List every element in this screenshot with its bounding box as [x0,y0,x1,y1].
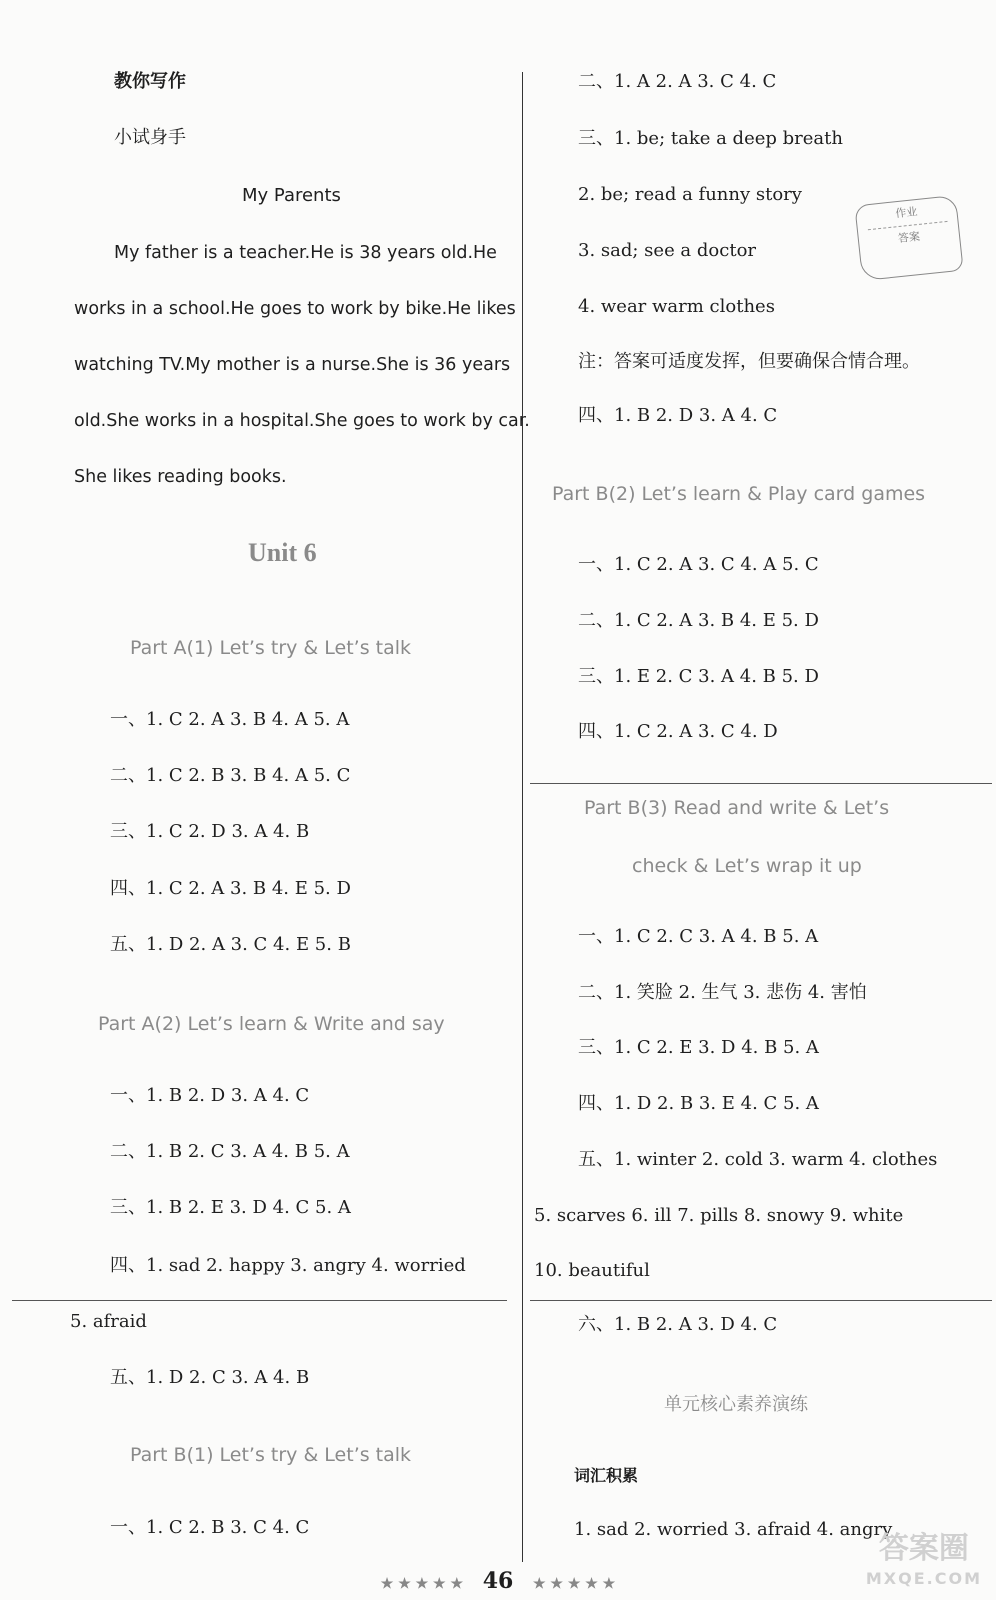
answer-row: 一、1. C 2. A 3. B 4. A 5. A [110,709,350,730]
answer-row: 10. beautiful [534,1260,650,1281]
practice-label: 小试身手 [114,127,186,148]
answer-row: 1. sad 2. worried 3. afraid 4. angry [574,1519,893,1540]
homework-stamp [854,195,963,281]
watermark-text: 答案圈 [878,1531,969,1566]
answer-row: 四、1. B 2. D 3. A 4. C [578,405,778,426]
section-heading-part-b2: Part B(2) Let’s learn & Play card games [552,483,926,505]
section-heading-part-a2: Part A(2) Let’s learn & Write and say [98,1013,445,1035]
answer-row: 二、1. A 2. A 3. C 4. C [578,71,777,92]
section-heading-part-b1: Part B(1) Let’s try & Let’s talk [130,1444,412,1466]
answer-row: 五、1. D 2. C 3. A 4. B [110,1367,310,1388]
essay-line: She likes reading books. [74,467,287,487]
answer-row: 3. sad; see a doctor [578,240,757,261]
star-decoration: ★ ★ ★ ★ ★ [532,1576,616,1592]
answer-row: 三、1. be; take a deep breath [578,128,843,149]
answer-row: 一、1. C 2. A 3. C 4. A 5. C [578,554,819,575]
stamp-line: 作业 [894,205,918,221]
answer-row: 三、1. E 2. C 3. A 4. B 5. D [578,666,819,687]
answer-note: 注：答案可适度发挥，但要确保合情合理。 [578,351,920,372]
answer-row: 六、1. B 2. A 3. D 4. C [578,1314,778,1335]
watermark-logo [865,1531,982,1594]
section-heading-core: 单元核心素养演练 [664,1394,808,1415]
answer-row: 四、1. C 2. A 3. C 4. D [578,721,778,742]
essay-line: watching TV.My mother is a nurse.She is 36 years [74,355,511,375]
answer-row: 四、1. C 2. A 3. B 4. E 5. D [110,878,351,899]
watermark-url: MXQE.COM [865,1569,982,1588]
answer-row: 5. afraid [70,1311,147,1332]
essay-title: My Parents [242,185,341,206]
answer-row: 三、1. B 2. E 3. D 4. C 5. A [110,1197,351,1218]
star-decoration: ★ ★ ★ ★ ★ [380,1576,464,1592]
answer-row: 五、1. winter 2. cold 3. warm 4. clothes [578,1149,938,1170]
unit-title: Unit 6 [248,538,317,567]
essay-line: My father is a teacher.He is 38 years old.He [114,243,497,263]
answer-row: 2. be; read a funny story [578,184,802,205]
answer-row: 五、1. D 2. A 3. C 4. E 5. B [110,934,351,955]
answer-row: 四、1. sad 2. happy 3. angry 4. worried [110,1255,466,1276]
page-footer [0,1568,996,1594]
answer-row: 三、1. C 2. D 3. A 4. B [110,821,310,842]
answer-row: 四、1. D 2. B 3. E 4. C 5. A [578,1093,819,1114]
column-divider [522,72,523,1562]
answer-row: 二、1. B 2. C 3. A 4. B 5. A [110,1141,350,1162]
page-number: 46 [482,1568,514,1594]
right-row-divider-2 [530,1300,992,1301]
vocab-label: 词汇积累 [574,1466,639,1485]
answer-row: 二、1. C 2. A 3. B 4. E 5. D [578,610,819,631]
answer-row: 二、1. 笑脸 2. 生气 3. 悲伤 4. 害怕 [578,982,867,1003]
answer-row: 5. scarves 6. ill 7. pills 8. snowy 9. white [534,1205,904,1226]
right-row-divider [530,783,992,784]
section-heading-part-a1: Part A(1) Let’s try & Let’s talk [130,637,412,659]
answer-row: 一、1. C 2. B 3. C 4. C [110,1517,310,1538]
essay-line: works in a school.He goes to work by bike.He likes [74,299,516,319]
answer-row: 一、1. C 2. C 3. A 4. B 5. A [578,926,819,947]
section-heading-part-b3: Part B(3) Read and write & Let’s [584,797,890,819]
stamp-line: 答案 [897,229,921,246]
section-heading-part-b3-cont: check & Let’s wrap it up [632,855,862,877]
answer-row: 4. wear warm clothes [578,296,775,317]
left-row-divider [12,1300,507,1301]
answer-row: 二、1. C 2. B 3. B 4. A 5. C [110,765,351,786]
answer-row: 三、1. C 2. E 3. D 4. B 5. A [578,1037,819,1058]
answer-row: 一、1. B 2. D 3. A 4. C [110,1085,310,1106]
writing-title: 教你写作 [114,71,186,92]
essay-line: old.She works in a hospital.She goes to work by car. [74,411,530,431]
